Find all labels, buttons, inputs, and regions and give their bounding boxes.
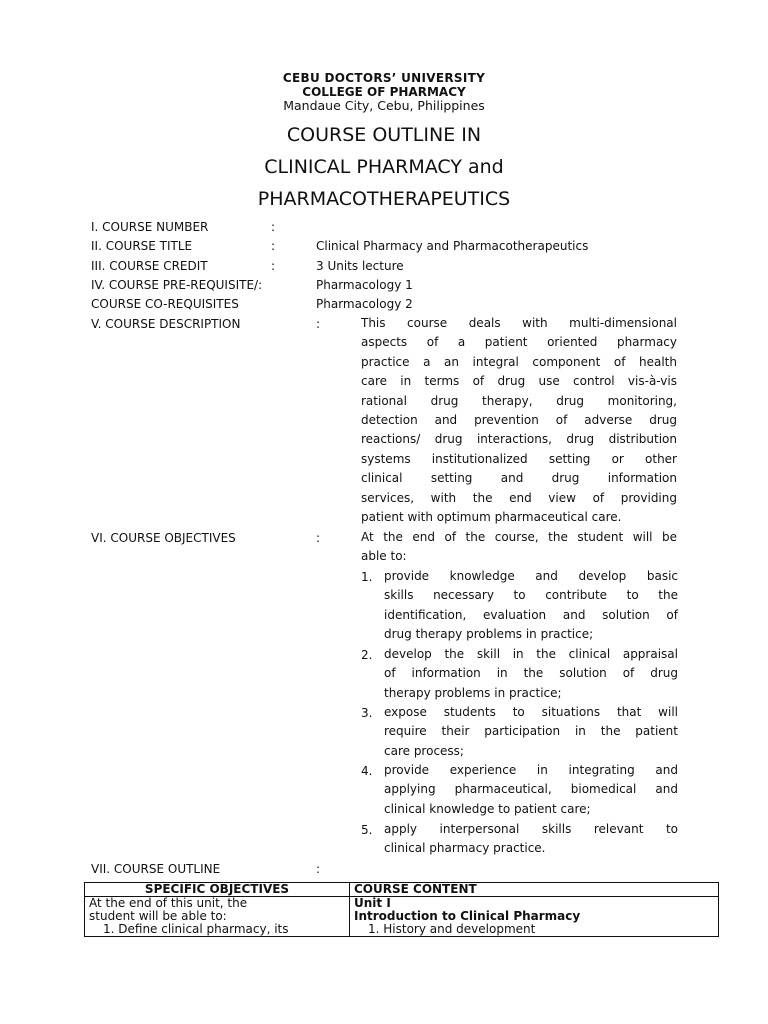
objective-item (384, 703, 678, 761)
objective-number: 2. (361, 648, 373, 662)
objective-line: of information in the solution of drug (384, 666, 678, 681)
corequisite-label: COURSE CO-REQUISITES (91, 297, 239, 311)
unit-title: Introduction to Clinical Pharmacy (354, 909, 581, 923)
content-item: 1. History and development (368, 922, 536, 936)
objective-line: develop the skill in the clinical appraisal (384, 647, 678, 661)
course-outline-table (84, 882, 719, 937)
course-credit-value: 3 Units lecture (316, 259, 404, 273)
course-title-value: Clinical Pharmacy and Pharmacotherapeutics (316, 239, 589, 253)
objective-line: identification, evaluation and solution of (384, 607, 678, 622)
objective-number: 1. (361, 570, 373, 584)
course-credit-colon: : (271, 259, 276, 273)
objective-item (384, 567, 678, 645)
objective-line: expose students to situations that will (384, 705, 678, 719)
description-line: practice a an integral component of health (361, 354, 677, 369)
objectives-intro-line: able to: (361, 549, 407, 564)
course-title-colon: : (271, 239, 276, 253)
objective-line: therapy problems in practice; (384, 685, 562, 700)
course-number-colon: : (271, 220, 276, 234)
objective-line: provide experience in integrating and (384, 763, 678, 777)
objective-line: care process; (384, 743, 464, 758)
objective-line: apply interpersonal skills relevant to (384, 822, 678, 836)
objectives-colon: : (316, 531, 321, 545)
description-line: This course deals with multi-dimensional (361, 316, 677, 330)
specific-objectives-cell (85, 897, 350, 937)
objectives-intro-line: At the end of the course, the student will be (361, 530, 677, 544)
objective-cell-line: 1. Define clinical pharmacy, its (103, 922, 289, 936)
objective-number: 5. (361, 823, 373, 837)
objective-number: 4. (361, 764, 373, 778)
header-specific-objectives: SPECIFIC OBJECTIVES (85, 883, 350, 897)
objectives-intro (361, 528, 677, 567)
title-line-3: PHARMACOTHERAPEUTICS (257, 188, 511, 210)
objective-line: clinical knowledge to patient care; (384, 801, 591, 816)
objective-item (384, 645, 678, 703)
outline-colon: : (316, 862, 321, 876)
title-line-2: CLINICAL PHARMACY and (264, 156, 504, 178)
objective-line: require their participation in the patient (384, 724, 678, 739)
objective-number: 3. (361, 706, 373, 720)
objective-line: skills necessary to contribute to the (384, 588, 678, 603)
outline-label: VII. COURSE OUTLINE (91, 862, 221, 876)
prerequisite-value: Pharmacology 1 (316, 278, 413, 292)
description-line: clinical setting and drug information (361, 471, 677, 486)
course-number-label: I. COURSE NUMBER (91, 220, 209, 234)
description-colon: : (316, 317, 321, 331)
description-line: services, with the end view of providing (361, 490, 677, 505)
corequisite-value: Pharmacology 2 (316, 297, 413, 311)
college-name: COLLEGE OF PHARMACY (302, 85, 466, 99)
objective-item (384, 761, 678, 819)
objective-line: provide knowledge and develop basic (384, 569, 678, 583)
description-line: reactions/ drug interactions, drug distribution (361, 432, 677, 447)
description-line: systems institutionalized setting or other (361, 451, 677, 466)
course-credit-label: III. COURSE CREDIT (91, 259, 208, 273)
objectives-label: VI. COURSE OBJECTIVES (91, 531, 236, 545)
description-label: V. COURSE DESCRIPTION (91, 317, 241, 331)
prerequisite-label: IV. COURSE PRE-REQUISITE/: (91, 278, 263, 292)
title-line-1: COURSE OUTLINE IN (286, 124, 482, 146)
description-line: rational drug therapy, drug monitoring, (361, 393, 677, 408)
objective-line: drug therapy problems in practice; (384, 627, 594, 642)
address: Mandaue City, Cebu, Philippines (283, 98, 485, 113)
objective-item (384, 820, 678, 859)
objective-line: applying pharmaceutical, biomedical and (384, 782, 678, 797)
description-line: care in terms of drug use control vis-à-vis (361, 374, 677, 389)
university-name: CEBU DOCTORS’ UNIVERSITY (282, 71, 486, 85)
description-paragraph (361, 314, 677, 527)
objective-line: clinical pharmacy practice. (384, 841, 546, 856)
course-content-cell (350, 897, 719, 937)
unit-label: Unit I (354, 896, 391, 910)
description-line: detection and prevention of adverse drug (361, 412, 677, 427)
table-row (85, 897, 719, 937)
description-line: aspects of a patient oriented pharmacy (361, 335, 677, 350)
table-header-row (85, 883, 719, 897)
header-course-content: COURSE CONTENT (350, 883, 719, 897)
course-title-label: II. COURSE TITLE (91, 239, 193, 253)
description-line: patient with optimum pharmaceutical care. (361, 509, 622, 524)
objective-cell-line: student will be able to: (89, 909, 227, 923)
objective-cell-line: At the end of this unit, the (89, 896, 248, 910)
